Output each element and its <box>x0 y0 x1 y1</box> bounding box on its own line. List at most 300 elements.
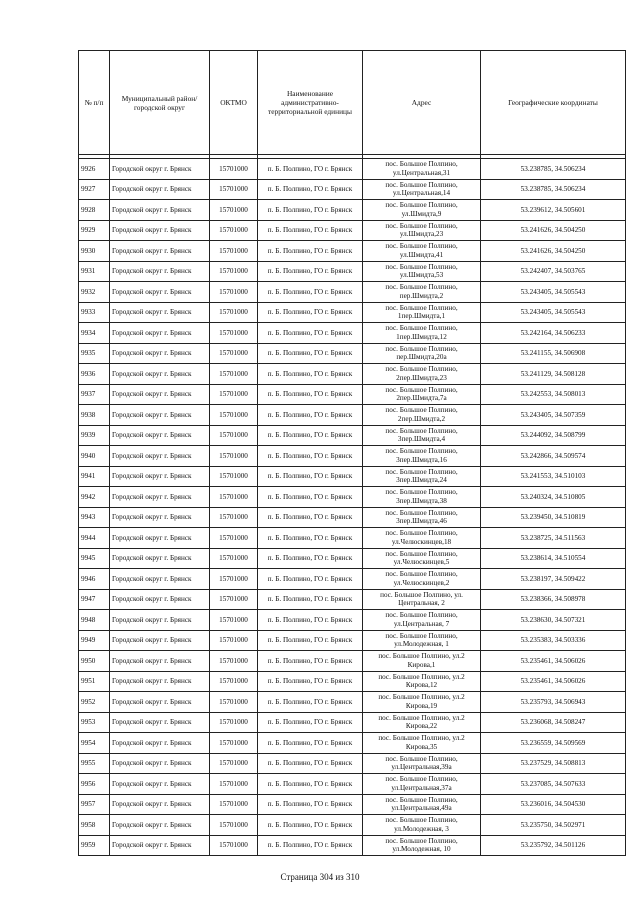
cell-name: п. Б. Полпино, ГО г. Брянск <box>258 692 363 713</box>
cell-oktmo: 15701000 <box>210 179 258 200</box>
cell-name: п. Б. Полпино, ГО г. Брянск <box>258 261 363 282</box>
cell-name: п. Б. Полпино, ГО г. Брянск <box>258 282 363 303</box>
cell-geo: 53.244092, 34.508799 <box>481 425 626 446</box>
cell-address <box>363 425 481 446</box>
cell-address <box>363 671 481 692</box>
cell-num: 9943 <box>79 507 110 528</box>
address-line-1: пос. Большое Полпино, <box>385 447 458 456</box>
address-line-2: 3пер.Шмидта,4 <box>397 435 446 444</box>
cell-geo: 53.235793, 34.506943 <box>481 692 626 713</box>
cell-num: 9946 <box>79 569 110 590</box>
address-line-2: пер.Шмидта,2 <box>399 291 444 300</box>
cell-name: п. Б. Полпино, ГО г. Брянск <box>258 569 363 590</box>
address-line-2: ул.Молодежная, 10 <box>392 845 451 854</box>
cell-oktmo: 15701000 <box>210 282 258 303</box>
table-row <box>79 651 626 672</box>
cell-name: п. Б. Полпино, ГО г. Брянск <box>258 753 363 774</box>
cell-address <box>363 466 481 487</box>
cell-oktmo: 15701000 <box>210 159 258 180</box>
cell-municipal: Городской округ г. Брянск <box>110 425 210 446</box>
cell-num: 9934 <box>79 323 110 344</box>
address-line-1: пос. Большое Полпино, <box>385 365 458 374</box>
table-row <box>79 548 626 569</box>
address-line-2: 1пер.Шмидта,1 <box>397 312 446 321</box>
address-line-2: ул.Молодежная, 3 <box>394 824 449 833</box>
cell-address <box>363 528 481 549</box>
cell-geo: 53.235461, 34.506026 <box>481 671 626 692</box>
cell-municipal: Городской округ г. Брянск <box>110 200 210 221</box>
cell-address <box>363 282 481 303</box>
cell-oktmo: 15701000 <box>210 548 258 569</box>
address-line-1: пос. Большое Полпино, <box>385 488 458 497</box>
cell-municipal: Городской округ г. Брянск <box>110 241 210 262</box>
address-line-2: ул.Центральная,49а <box>391 804 452 813</box>
cell-oktmo: 15701000 <box>210 343 258 364</box>
cell-name: п. Б. Полпино, ГО г. Брянск <box>258 446 363 467</box>
cell-num: 9944 <box>79 528 110 549</box>
cell-name: п. Б. Полпино, ГО г. Брянск <box>258 651 363 672</box>
cell-geo: 53.239612, 34.505601 <box>481 200 626 221</box>
address-line-1: пос. Большое Полпино, ул.2 <box>378 652 465 661</box>
address-line-1: пос. Большое Полпино, <box>385 529 458 538</box>
address-line-2: Кирова,22 <box>405 722 438 731</box>
cell-num: 9954 <box>79 733 110 754</box>
cell-geo: 53.241129, 34.508128 <box>481 364 626 385</box>
cell-address <box>363 405 481 426</box>
address-line-2: Кирова,19 <box>405 701 438 710</box>
address-line-2: ул.Молодежная, 1 <box>394 640 449 649</box>
table-row <box>79 241 626 262</box>
cell-geo: 53.238785, 34.506234 <box>481 179 626 200</box>
cell-oktmo: 15701000 <box>210 610 258 631</box>
table-row <box>79 794 626 815</box>
table-row <box>79 425 626 446</box>
cell-name: п. Б. Полпино, ГО г. Брянск <box>258 774 363 795</box>
cell-oktmo: 15701000 <box>210 466 258 487</box>
address-line-1: пос. Большое Полпино, <box>385 262 458 271</box>
address-line-2: 2пер.Шмидта,23 <box>396 373 447 382</box>
cell-geo: 53.242164, 34.506233 <box>481 323 626 344</box>
table-row <box>79 487 626 508</box>
cell-municipal: Городской округ г. Брянск <box>110 220 210 241</box>
cell-name: п. Б. Полпино, ГО г. Брянск <box>258 712 363 733</box>
cell-num: 9958 <box>79 815 110 836</box>
cell-municipal: Городской округ г. Брянск <box>110 569 210 590</box>
address-line-2: ул.Шмидта,23 <box>399 230 444 239</box>
cell-geo: 53.241626, 34.504250 <box>481 241 626 262</box>
table-row <box>79 405 626 426</box>
cell-num: 9956 <box>79 774 110 795</box>
address-line-2: ул.Центральная, 7 <box>393 619 450 628</box>
cell-oktmo: 15701000 <box>210 774 258 795</box>
table-row <box>79 446 626 467</box>
cell-address <box>363 261 481 282</box>
cell-oktmo: 15701000 <box>210 241 258 262</box>
cell-name: п. Б. Полпино, ГО г. Брянск <box>258 405 363 426</box>
cell-municipal: Городской округ г. Брянск <box>110 733 210 754</box>
cell-geo: 53.235792, 34.501126 <box>481 835 626 856</box>
cell-name: п. Б. Полпино, ГО г. Брянск <box>258 794 363 815</box>
cell-oktmo: 15701000 <box>210 364 258 385</box>
cell-oktmo: 15701000 <box>210 671 258 692</box>
cell-geo: 53.242866, 34.509574 <box>481 446 626 467</box>
address-line-2: 3пер.Шмидта,16 <box>396 455 447 464</box>
address-line-2: Центральная, 2 <box>398 599 445 608</box>
address-line-1: пос. Большое Полпино, <box>385 836 458 845</box>
points-table <box>78 50 626 856</box>
cell-name: п. Б. Полпино, ГО г. Брянск <box>258 159 363 180</box>
cell-name: п. Б. Полпино, ГО г. Брянск <box>258 425 363 446</box>
cell-address <box>363 548 481 569</box>
table-row <box>79 384 626 405</box>
cell-num: 9951 <box>79 671 110 692</box>
cell-municipal: Городской округ г. Брянск <box>110 343 210 364</box>
cell-num: 9938 <box>79 405 110 426</box>
address-line-1: пос. Большое Полпино, <box>385 508 458 517</box>
table-row <box>79 200 626 221</box>
cell-name: п. Б. Полпино, ГО г. Брянск <box>258 487 363 508</box>
cell-num: 9939 <box>79 425 110 446</box>
cell-address <box>363 364 481 385</box>
cell-geo: 53.235461, 34.506026 <box>481 651 626 672</box>
cell-num: 9935 <box>79 343 110 364</box>
table-row <box>79 364 626 385</box>
table-row <box>79 302 626 323</box>
address-line-2: пер.Шмидта,20а <box>396 353 447 362</box>
table-row <box>79 815 626 836</box>
table-row <box>79 589 626 610</box>
cell-geo: 53.237529, 34.508813 <box>481 753 626 774</box>
cell-oktmo: 15701000 <box>210 733 258 754</box>
cell-geo: 53.235383, 34.503336 <box>481 630 626 651</box>
address-line-1: пос. Большое Полпино, <box>385 775 458 784</box>
address-line-2: ул.Шмидта,41 <box>399 250 444 259</box>
address-line-2: Кирова,35 <box>405 742 438 751</box>
cell-oktmo: 15701000 <box>210 815 258 836</box>
cell-num: 9948 <box>79 610 110 631</box>
address-line-1: пос. Большое Полпино, <box>385 242 458 251</box>
address-line-1: пос. Большое Полпино, <box>385 754 458 763</box>
address-line-1: пос. Большое Полпино, <box>385 467 458 476</box>
address-line-1: пос. Большое Полпино, ул.2 <box>378 693 465 702</box>
table-row <box>79 343 626 364</box>
cell-num: 9940 <box>79 446 110 467</box>
cell-num: 9932 <box>79 282 110 303</box>
cell-address <box>363 446 481 467</box>
address-line-2: ул.Центральная,14 <box>392 189 451 198</box>
cell-municipal: Городской округ г. Брянск <box>110 630 210 651</box>
cell-address <box>363 323 481 344</box>
cell-oktmo: 15701000 <box>210 446 258 467</box>
address-line-1: пос. Большое Полпино, <box>385 303 458 312</box>
cell-oktmo: 15701000 <box>210 507 258 528</box>
cell-municipal: Городской округ г. Брянск <box>110 712 210 733</box>
cell-geo: 53.243405, 34.507359 <box>481 405 626 426</box>
cell-municipal: Городской округ г. Брянск <box>110 835 210 856</box>
cell-address <box>363 651 481 672</box>
address-line-1: пос. Большое Полпино, <box>385 426 458 435</box>
cell-name: п. Б. Полпино, ГО г. Брянск <box>258 200 363 221</box>
cell-name: п. Б. Полпино, ГО г. Брянск <box>258 179 363 200</box>
address-line-1: пос. Большое Полпино, <box>385 549 458 558</box>
address-line-2: 1пер.Шмидта,12 <box>396 332 447 341</box>
cell-municipal: Городской округ г. Брянск <box>110 302 210 323</box>
cell-address <box>363 774 481 795</box>
cell-num: 9957 <box>79 794 110 815</box>
cell-name: п. Б. Полпино, ГО г. Брянск <box>258 241 363 262</box>
address-line-1: пос. Большое Полпино, <box>385 344 458 353</box>
page-number: Страница 304 из 310 <box>280 872 360 882</box>
cell-num: 9928 <box>79 200 110 221</box>
cell-oktmo: 15701000 <box>210 528 258 549</box>
cell-geo: 53.241553, 34.510103 <box>481 466 626 487</box>
address-line-1: пос. Большое Полпино, <box>385 283 458 292</box>
cell-geo: 53.242407, 34.503765 <box>481 261 626 282</box>
cell-address <box>363 241 481 262</box>
cell-oktmo: 15701000 <box>210 692 258 713</box>
cell-municipal: Городской округ г. Брянск <box>110 610 210 631</box>
cell-oktmo: 15701000 <box>210 753 258 774</box>
cell-oktmo: 15701000 <box>210 487 258 508</box>
table-row <box>79 220 626 241</box>
cell-name: п. Б. Полпино, ГО г. Брянск <box>258 364 363 385</box>
cell-address <box>363 384 481 405</box>
address-line-1: пос. Большое Полпино, <box>385 324 458 333</box>
cell-oktmo: 15701000 <box>210 651 258 672</box>
cell-name: п. Б. Полпино, ГО г. Брянск <box>258 384 363 405</box>
header-address: Адрес <box>363 51 481 155</box>
cell-name: п. Б. Полпино, ГО г. Брянск <box>258 733 363 754</box>
cell-geo: 53.237085, 34.507633 <box>481 774 626 795</box>
cell-name: п. Б. Полпино, ГО г. Брянск <box>258 507 363 528</box>
cell-name: п. Б. Полпино, ГО г. Брянск <box>258 548 363 569</box>
cell-municipal: Городской округ г. Брянск <box>110 692 210 713</box>
address-line-2: ул.Шмидта,9 <box>401 209 442 218</box>
cell-address <box>363 179 481 200</box>
cell-oktmo: 15701000 <box>210 302 258 323</box>
cell-geo: 53.241626, 34.504250 <box>481 220 626 241</box>
cell-municipal: Городской округ г. Брянск <box>110 487 210 508</box>
cell-oktmo: 15701000 <box>210 589 258 610</box>
address-line-2: 2пер.Шмидта,2 <box>397 414 446 423</box>
table-row <box>79 774 626 795</box>
table-row <box>79 835 626 856</box>
cell-municipal: Городской округ г. Брянск <box>110 671 210 692</box>
address-line-2: ул.Челюскинцев,18 <box>391 537 452 546</box>
cell-geo: 53.242553, 34.508013 <box>481 384 626 405</box>
cell-address <box>363 815 481 836</box>
cell-num: 9927 <box>79 179 110 200</box>
cell-name: п. Б. Полпино, ГО г. Брянск <box>258 528 363 549</box>
cell-geo: 53.243405, 34.505543 <box>481 282 626 303</box>
table-row <box>79 528 626 549</box>
cell-geo: 53.238614, 34.510554 <box>481 548 626 569</box>
cell-municipal: Городской округ г. Брянск <box>110 466 210 487</box>
address-line-2: 3пер.Шмидта,24 <box>396 476 447 485</box>
cell-num: 9941 <box>79 466 110 487</box>
cell-address <box>363 569 481 590</box>
cell-municipal: Городской округ г. Брянск <box>110 261 210 282</box>
cell-num: 9942 <box>79 487 110 508</box>
address-line-1: пос. Большое Полпино, ул. <box>380 590 463 599</box>
cell-municipal: Городской округ г. Брянск <box>110 446 210 467</box>
table-row <box>79 507 626 528</box>
cell-address <box>363 302 481 323</box>
address-line-1: пос. Большое Полпино, <box>385 631 458 640</box>
header-municipal: Муниципальный район/городской округ <box>110 51 210 155</box>
cell-name: п. Б. Полпино, ГО г. Брянск <box>258 610 363 631</box>
cell-municipal: Городской округ г. Брянск <box>110 753 210 774</box>
table-row <box>79 282 626 303</box>
table-row <box>79 712 626 733</box>
cell-geo: 53.238197, 34.509422 <box>481 569 626 590</box>
cell-geo: 53.238785, 34.506234 <box>481 159 626 180</box>
cell-num: 9937 <box>79 384 110 405</box>
cell-num: 9945 <box>79 548 110 569</box>
cell-name: п. Б. Полпино, ГО г. Брянск <box>258 815 363 836</box>
cell-municipal: Городской округ г. Брянск <box>110 159 210 180</box>
cell-num: 9930 <box>79 241 110 262</box>
cell-num: 9959 <box>79 835 110 856</box>
cell-municipal: Городской округ г. Брянск <box>110 384 210 405</box>
address-line-1: пос. Большое Полпино, <box>385 160 458 169</box>
address-line-1: пос. Большое Полпино, <box>385 406 458 415</box>
cell-num: 9926 <box>79 159 110 180</box>
cell-municipal: Городской округ г. Брянск <box>110 548 210 569</box>
header-oktmo: ОКТМО <box>210 51 258 155</box>
address-line-2: ул.Челюскинцев,5 <box>393 558 450 567</box>
cell-municipal: Городской округ г. Брянск <box>110 815 210 836</box>
address-line-2: ул.Центральная,31 <box>392 168 451 177</box>
address-line-1: пос. Большое Полпино, <box>385 385 458 394</box>
table-row <box>79 179 626 200</box>
cell-name: п. Б. Полпино, ГО г. Брянск <box>258 835 363 856</box>
cell-municipal: Городской округ г. Брянск <box>110 794 210 815</box>
address-line-1: пос. Большое Полпино, ул.2 <box>378 672 465 681</box>
cell-address <box>363 733 481 754</box>
cell-oktmo: 15701000 <box>210 405 258 426</box>
table-body <box>79 155 626 856</box>
cell-num: 9952 <box>79 692 110 713</box>
address-line-2: Кирова,12 <box>405 681 438 690</box>
table-header-row <box>79 51 626 155</box>
cell-municipal: Городской округ г. Брянск <box>110 528 210 549</box>
cell-oktmo: 15701000 <box>210 630 258 651</box>
document-page <box>78 50 625 856</box>
cell-geo: 53.238366, 34.508978 <box>481 589 626 610</box>
cell-municipal: Городской округ г. Брянск <box>110 405 210 426</box>
table-row <box>79 753 626 774</box>
address-line-2: ул.Центральная,37а <box>391 783 452 792</box>
cell-oktmo: 15701000 <box>210 200 258 221</box>
table-row <box>79 610 626 631</box>
table-row <box>79 630 626 651</box>
cell-geo: 53.238725, 34.511563 <box>481 528 626 549</box>
cell-oktmo: 15701000 <box>210 712 258 733</box>
cell-address <box>363 712 481 733</box>
cell-name: п. Б. Полпино, ГО г. Брянск <box>258 302 363 323</box>
cell-address <box>363 343 481 364</box>
cell-geo: 53.243405, 34.505543 <box>481 302 626 323</box>
table-row <box>79 466 626 487</box>
address-line-2: 3пер.Шмидта,46 <box>396 517 447 526</box>
address-line-1: пос. Большое Полпино, <box>385 816 458 825</box>
table-row <box>79 692 626 713</box>
cell-num: 9949 <box>79 630 110 651</box>
cell-geo: 53.240324, 34.510805 <box>481 487 626 508</box>
cell-num: 9950 <box>79 651 110 672</box>
cell-municipal: Городской округ г. Брянск <box>110 179 210 200</box>
address-line-1: пос. Большое Полпино, <box>385 611 458 620</box>
header-name: Наименование административно-территориальной единицы <box>258 51 363 155</box>
cell-municipal: Городской округ г. Брянск <box>110 651 210 672</box>
cell-geo: 53.241155, 34.506908 <box>481 343 626 364</box>
cell-municipal: Городской округ г. Брянск <box>110 589 210 610</box>
address-line-2: 2пер.Шмидта,7а <box>396 394 447 403</box>
cell-num: 9933 <box>79 302 110 323</box>
cell-geo: 53.236016, 34.504530 <box>481 794 626 815</box>
cell-name: п. Б. Полпино, ГО г. Брянск <box>258 323 363 344</box>
cell-address <box>363 835 481 856</box>
cell-municipal: Городской округ г. Брянск <box>110 282 210 303</box>
cell-num: 9931 <box>79 261 110 282</box>
address-line-1: пос. Большое Полпино, <box>385 201 458 210</box>
cell-address <box>363 794 481 815</box>
address-line-2: ул.Челюскинцев,2 <box>393 578 450 587</box>
cell-address <box>363 692 481 713</box>
cell-address <box>363 507 481 528</box>
header-num: № п/п <box>79 51 110 155</box>
cell-geo: 53.238630, 34.507321 <box>481 610 626 631</box>
address-line-1: пос. Большое Полпино, <box>385 570 458 579</box>
cell-num: 9936 <box>79 364 110 385</box>
address-line-1: пос. Большое Полпино, ул.2 <box>378 734 465 743</box>
cell-name: п. Б. Полпино, ГО г. Брянск <box>258 343 363 364</box>
cell-name: п. Б. Полпино, ГО г. Брянск <box>258 630 363 651</box>
cell-address <box>363 487 481 508</box>
table-row <box>79 569 626 590</box>
cell-municipal: Городской округ г. Брянск <box>110 323 210 344</box>
cell-address <box>363 753 481 774</box>
cell-geo: 53.239450, 34.510819 <box>481 507 626 528</box>
address-line-2: ул.Центральная,39а <box>391 763 452 772</box>
cell-geo: 53.235750, 34.502971 <box>481 815 626 836</box>
cell-num: 9947 <box>79 589 110 610</box>
cell-oktmo: 15701000 <box>210 569 258 590</box>
cell-name: п. Б. Полпино, ГО г. Брянск <box>258 466 363 487</box>
cell-num: 9955 <box>79 753 110 774</box>
address-line-2: Кирова,1 <box>407 660 436 669</box>
cell-oktmo: 15701000 <box>210 835 258 856</box>
cell-oktmo: 15701000 <box>210 261 258 282</box>
cell-oktmo: 15701000 <box>210 220 258 241</box>
table-row <box>79 261 626 282</box>
cell-oktmo: 15701000 <box>210 384 258 405</box>
address-line-1: пос. Большое Полпино, <box>385 180 458 189</box>
address-line-2: 3пер.Шмидта,38 <box>396 496 447 505</box>
cell-oktmo: 15701000 <box>210 794 258 815</box>
cell-name: п. Б. Полпино, ГО г. Брянск <box>258 589 363 610</box>
table-row <box>79 733 626 754</box>
cell-address <box>363 630 481 651</box>
header-geo: Географические координаты <box>481 51 626 155</box>
cell-address <box>363 589 481 610</box>
cell-name: п. Б. Полпино, ГО г. Брянск <box>258 220 363 241</box>
cell-address <box>363 610 481 631</box>
cell-geo: 53.236559, 34.509569 <box>481 733 626 754</box>
address-line-1: пос. Большое Полпино, <box>385 795 458 804</box>
cell-geo: 53.236068, 34.508247 <box>481 712 626 733</box>
